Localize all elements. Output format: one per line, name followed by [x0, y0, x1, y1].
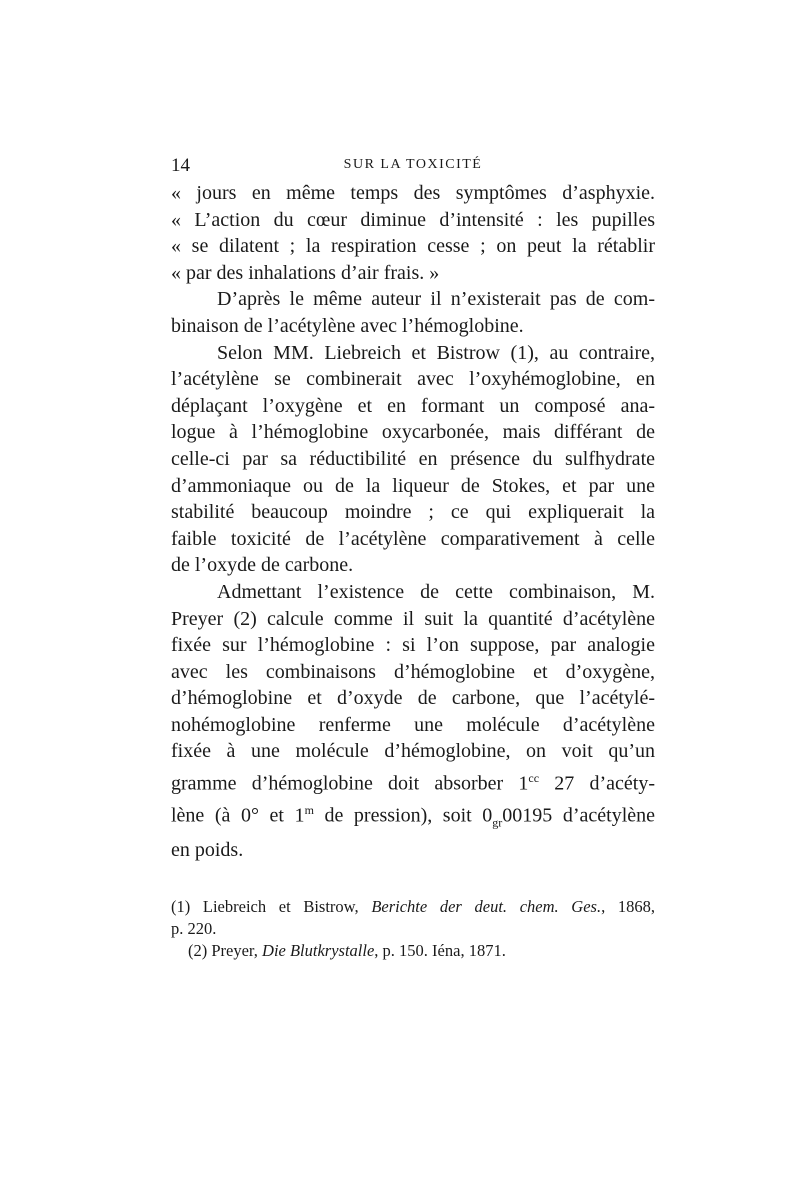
- text-line: celle-ci par sa réductibilité en présence du sulfhydrate: [171, 447, 655, 470]
- text-line: « L’action du cœur diminue d’intensité : les pupilles: [171, 208, 655, 231]
- footnote-text: , p. 150. Iéna, 1871.: [374, 941, 506, 960]
- text-line: Selon MM. Liebreich et Bistrow (1), au contraire,: [217, 341, 655, 364]
- text-line: fixée sur l’hémoglobine : si l’on suppose, par analogie: [171, 634, 655, 657]
- page-number: 14: [171, 155, 190, 176]
- footnote-text: (2) Preyer,: [188, 941, 263, 960]
- text-line: « jours en même temps des symptômes d’asphyxie.: [171, 182, 655, 204]
- text-segment: 27 d’acéty-: [539, 772, 655, 795]
- text-line: [171, 765, 655, 797]
- footnote-title: Die Blutkrystalle: [262, 941, 375, 960]
- footnotes: [171, 896, 655, 962]
- text-line: d’hémoglobine et d’oxyde de carbone, que l’acétylé-: [171, 687, 655, 710]
- text-segment: lène (à 0° et 1: [171, 804, 305, 827]
- text-line: binaison de l’acétylène avec l’hémoglobine.: [171, 314, 524, 337]
- text-segment: gramme d’hémoglobine doit absorber 1: [171, 772, 529, 795]
- footnote-1-continuation: p. 220.: [171, 919, 217, 938]
- text-line: de l’oxyde de carbone.: [171, 554, 354, 577]
- text-line: déplaçant l’oxygène et en formant un composé ana-: [171, 394, 655, 417]
- text-line: avec les combinaisons d’hémoglobine et d’oxygène,: [171, 660, 655, 683]
- running-title: SUR LA TOXICITÉ: [343, 157, 483, 172]
- text-line: l’acétylène se combinerait avec l’oxyhémoglobine, en: [171, 368, 655, 391]
- text-line: D’après le même auteur il n’existerait pas de com-: [217, 288, 655, 311]
- footnote-text: (1) Liebreich et Bistrow,: [171, 897, 372, 916]
- text-segment: de pression), soit 0: [313, 804, 493, 827]
- subscript-unit: gr: [492, 815, 503, 830]
- superscript-unit: m: [304, 803, 314, 818]
- page-header: [171, 155, 655, 183]
- text-line: logue à l’hémoglobine oxycarbonée, mais différant de: [171, 421, 655, 444]
- text-line: [171, 797, 655, 836]
- text-line: Admettant l’existence de cette combinaison, M.: [217, 580, 655, 603]
- text-line: en poids.: [171, 838, 244, 861]
- text-line: nohémoglobine renferme une molécule d’acétylène: [171, 713, 655, 736]
- footnote-title: Berichte der deut. chem. Ges.: [371, 897, 602, 916]
- footnote-1: [171, 896, 655, 918]
- footnote-text: , 1868,: [601, 897, 656, 916]
- text-line: « se dilatent ; la respiration cesse ; on peut la rétablir: [171, 235, 655, 258]
- text-line: faible toxicité de l’acétylène comparativement à celle: [171, 527, 655, 550]
- text-line: d’ammoniaque ou de la liqueur de Stokes, et par une: [171, 474, 655, 497]
- text-line: « par des inhalations d’air frais. »: [171, 261, 440, 284]
- footnote-2: [171, 940, 655, 962]
- text-line: Preyer (2) calcule comme il suit la quantité d’acétylène: [171, 607, 655, 630]
- text-line: stabilité beaucoup moindre ; ce qui expliquerait la: [171, 501, 655, 524]
- main-text: [171, 180, 655, 863]
- text-segment: 00195 d’acétylène: [502, 804, 656, 827]
- superscript-unit: cc: [528, 771, 540, 786]
- text-line: fixée à une molécule d’hémoglobine, on voit qu’un: [171, 740, 655, 763]
